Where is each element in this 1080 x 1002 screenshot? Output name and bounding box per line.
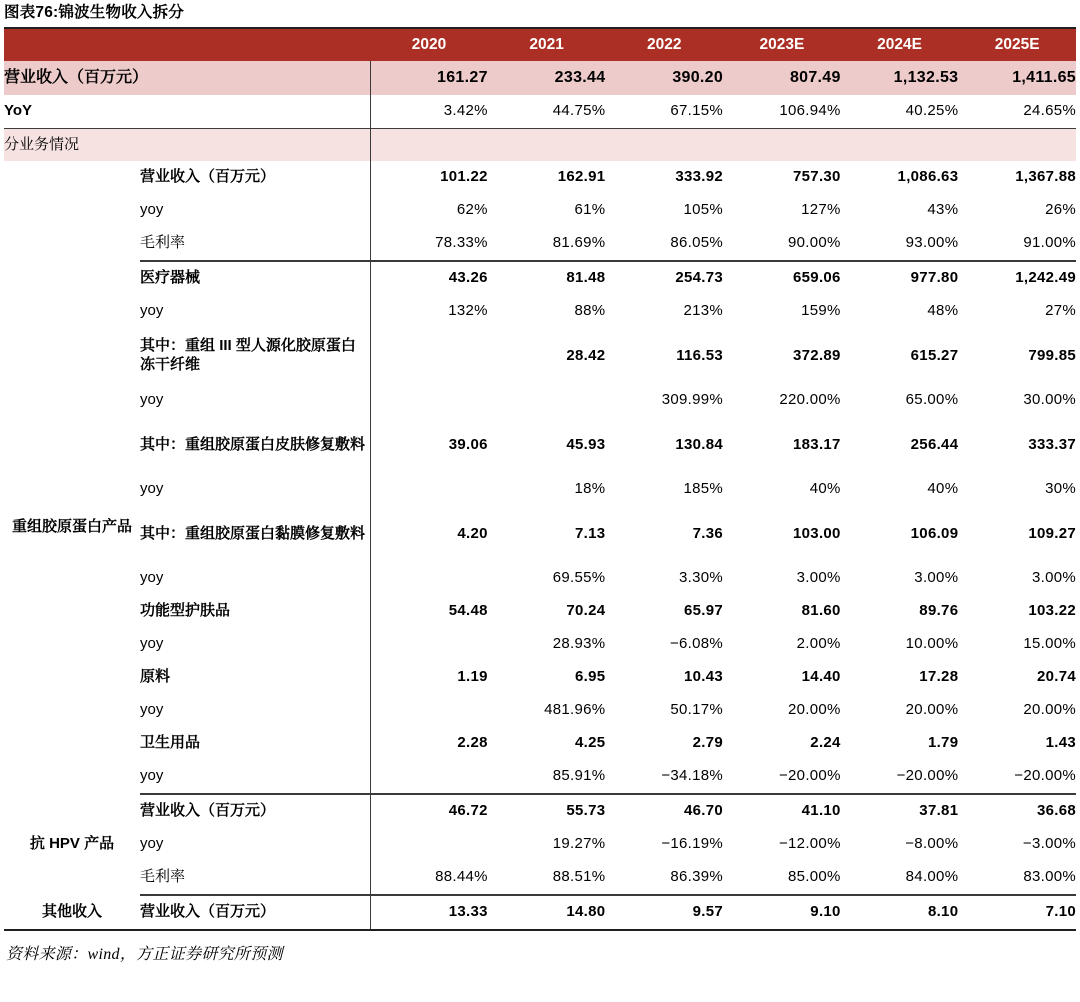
table-row (4, 727, 1076, 760)
table-cell-value: 44.75% (488, 95, 606, 129)
table-cell-value: 161.27 (370, 61, 488, 95)
table-cell-value: 81.60 (723, 595, 841, 628)
table-cell-value: 20.74 (958, 661, 1076, 694)
table-cell-value: 19.27% (488, 828, 606, 861)
row-label: yoy (140, 194, 370, 227)
table-row (4, 473, 1076, 506)
table-cell-value: 481.96% (488, 694, 606, 727)
table-cell-value: 8.10 (841, 895, 959, 930)
table-cell-value: 799.85 (958, 328, 1076, 384)
table-cell-value: 103.22 (958, 595, 1076, 628)
table-row (4, 694, 1076, 727)
table-row (4, 828, 1076, 861)
table-cell-value: 15.00% (958, 628, 1076, 661)
table-cell-value: 183.17 (723, 417, 841, 473)
table-cell-value: 93.00% (841, 227, 959, 261)
row-label: 营业收入（百万元） (140, 794, 370, 828)
section-label: 分业务情况 (4, 129, 370, 162)
table-cell-value: 3.30% (605, 562, 723, 595)
table-cell-value: 2.00% (723, 628, 841, 661)
table-cell-value: 20.00% (841, 694, 959, 727)
table-cell-value: 309.99% (605, 384, 723, 417)
table-cell-value: 54.48 (370, 595, 488, 628)
table-cell-value: 106.09 (841, 506, 959, 562)
table-cell-value: −20.00% (723, 760, 841, 794)
row-label: yoy (140, 628, 370, 661)
table-cell-value: 20.00% (958, 694, 1076, 727)
table-cell-value: 977.80 (841, 261, 959, 295)
table-row (4, 661, 1076, 694)
table-row (4, 295, 1076, 328)
table-cell-value (488, 384, 606, 417)
table-cell-value: 48% (841, 295, 959, 328)
table-cell-value: −34.18% (605, 760, 723, 794)
table-cell-value: 390.20 (605, 61, 723, 95)
table-cell-value: 4.25 (488, 727, 606, 760)
table-cell-value: 1,086.63 (841, 161, 959, 194)
table-row (4, 417, 1076, 473)
row-label: yoy (140, 473, 370, 506)
table-cell-value: 9.10 (723, 895, 841, 930)
table-cell-value: 50.17% (605, 694, 723, 727)
table-row (4, 61, 1076, 95)
table-cell-value: 101.22 (370, 161, 488, 194)
table-cell-value: 10.43 (605, 661, 723, 694)
table-cell-value: 62% (370, 194, 488, 227)
table-cell-value: 2.24 (723, 727, 841, 760)
table-cell-value: 615.27 (841, 328, 959, 384)
group-label: 抗 HPV 产品 (4, 794, 140, 895)
row-label: 医疗器械 (140, 261, 370, 295)
table-cell-value: 1,132.53 (841, 61, 959, 95)
table-row (4, 861, 1076, 895)
table-cell-value: 7.10 (958, 895, 1076, 930)
header-col-2021: 2021 (488, 28, 606, 61)
table-cell-value: 106.94% (723, 95, 841, 129)
table-cell-value: 37.81 (841, 794, 959, 828)
table-cell-value: 88% (488, 295, 606, 328)
table-cell-value: 70.24 (488, 595, 606, 628)
table-row (4, 194, 1076, 227)
table-cell-value: 116.53 (605, 328, 723, 384)
table-cell-value: 105% (605, 194, 723, 227)
header-col-2023E: 2023E (723, 28, 841, 61)
table-cell-value: 41.10 (723, 794, 841, 828)
table-cell-value: 14.80 (488, 895, 606, 930)
table-cell-value: 69.55% (488, 562, 606, 595)
row-label: 营业收入（百万元） (140, 161, 370, 194)
table-cell-value: 78.33% (370, 227, 488, 261)
table-cell-value: 109.27 (958, 506, 1076, 562)
table-cell-value: 130.84 (605, 417, 723, 473)
table-cell-value (370, 828, 488, 861)
table-cell-value: 27% (958, 295, 1076, 328)
table-cell-value: 45.93 (488, 417, 606, 473)
table-cell-value (370, 473, 488, 506)
table-cell-value: 40% (723, 473, 841, 506)
table-cell-value: 333.37 (958, 417, 1076, 473)
table-cell-value: 3.00% (723, 562, 841, 595)
table-cell-value: 127% (723, 194, 841, 227)
table-row (4, 95, 1076, 129)
table-cell-value: 162.91 (488, 161, 606, 194)
table-cell-value: 3.00% (958, 562, 1076, 595)
row-label: 其中：重组 III 型人源化胶原蛋白冻干纤维 (140, 328, 370, 384)
table-cell-value: 88.44% (370, 861, 488, 895)
table-cell-value: 6.95 (488, 661, 606, 694)
figure-title: 图表76:锦波生物收入拆分 (4, 4, 185, 21)
header-col-2022: 2022 (605, 28, 723, 61)
table-cell-value: −8.00% (841, 828, 959, 861)
table-cell-value: −20.00% (958, 760, 1076, 794)
table-cell-value: 81.48 (488, 261, 606, 295)
table-cell-value: 3.00% (841, 562, 959, 595)
row-label: yoy (140, 760, 370, 794)
row-label: 卫生用品 (140, 727, 370, 760)
table-cell-value: 28.93% (488, 628, 606, 661)
table-cell-value (370, 562, 488, 595)
table-cell-value: 256.44 (841, 417, 959, 473)
table-row (4, 384, 1076, 417)
table-cell-value: 30.00% (958, 384, 1076, 417)
table-cell-value: 81.69% (488, 227, 606, 261)
table-cell-value: −3.00% (958, 828, 1076, 861)
table-cell-value: 18% (488, 473, 606, 506)
table-row (4, 895, 1076, 930)
row-label: 毛利率 (140, 227, 370, 261)
table-cell-value: 159% (723, 295, 841, 328)
table-cell-value: 90.00% (723, 227, 841, 261)
table-cell-value: 220.00% (723, 384, 841, 417)
row-label: 原料 (140, 661, 370, 694)
table-cell-value: 333.92 (605, 161, 723, 194)
table-cell-value: 2.28 (370, 727, 488, 760)
row-label: 其中：重组胶原蛋白黏膜修复敷料 (140, 506, 370, 562)
table-cell-value: 67.15% (605, 95, 723, 129)
table-cell-value: 3.42% (370, 95, 488, 129)
row-label: yoy (140, 694, 370, 727)
table-cell-value: 185% (605, 473, 723, 506)
table-row (4, 506, 1076, 562)
table-cell-value: 84.00% (841, 861, 959, 895)
source-note: 资料来源：wind，方正证券研究所预测 (6, 946, 283, 963)
table-cell-value: 46.72 (370, 794, 488, 828)
table-row (4, 562, 1076, 595)
table-header (4, 28, 1076, 61)
row-label: 营业收入（百万元） (140, 895, 370, 930)
table-cell-value: 659.06 (723, 261, 841, 295)
table-cell-value: 103.00 (723, 506, 841, 562)
table-cell-value (370, 760, 488, 794)
table-cell-value: 1,411.65 (958, 61, 1076, 95)
section-filler (370, 129, 1076, 162)
table-cell-value: 14.40 (723, 661, 841, 694)
row-label: yoy (140, 562, 370, 595)
table-cell-value: 85.91% (488, 760, 606, 794)
header-col-2025E: 2025E (958, 28, 1076, 61)
group-label: 其他收入 (4, 895, 140, 930)
table-cell-value: 17.28 (841, 661, 959, 694)
table-row (4, 328, 1076, 384)
table-cell-value: 1,367.88 (958, 161, 1076, 194)
table-row (4, 161, 1076, 194)
table-cell-value: 24.65% (958, 95, 1076, 129)
table-cell-value: 65.97 (605, 595, 723, 628)
table-cell-value: 28.42 (488, 328, 606, 384)
header-col-2024E: 2024E (841, 28, 959, 61)
table-cell-value: 43% (841, 194, 959, 227)
table-row (4, 261, 1076, 295)
table-cell-value: −6.08% (605, 628, 723, 661)
table-row (4, 628, 1076, 661)
header-col-2020: 2020 (370, 28, 488, 61)
table-cell-value: 1,242.49 (958, 261, 1076, 295)
row-label: 其中：重组胶原蛋白皮肤修复敷料 (140, 417, 370, 473)
table-cell-value: 86.39% (605, 861, 723, 895)
table-cell-value: 40% (841, 473, 959, 506)
table-row (4, 760, 1076, 794)
table-cell-value: 233.44 (488, 61, 606, 95)
table-cell-value: −12.00% (723, 828, 841, 861)
row-label: 毛利率 (140, 861, 370, 895)
table-cell-value: 9.57 (605, 895, 723, 930)
table-cell-value: 1.79 (841, 727, 959, 760)
row-label: 营业收入（百万元） (4, 61, 370, 95)
table-cell-value: 372.89 (723, 328, 841, 384)
table-cell-value: 30% (958, 473, 1076, 506)
table-cell-value: 83.00% (958, 861, 1076, 895)
table-cell-value: 55.73 (488, 794, 606, 828)
row-label: 功能型护肤品 (140, 595, 370, 628)
table-body (4, 61, 1076, 930)
table-cell-value: 88.51% (488, 861, 606, 895)
table-cell-value: 757.30 (723, 161, 841, 194)
table-cell-value: 91.00% (958, 227, 1076, 261)
table-cell-value: 65.00% (841, 384, 959, 417)
row-label: YoY (4, 95, 370, 129)
header-row (4, 28, 1076, 61)
row-label: yoy (140, 295, 370, 328)
table-cell-value: 36.68 (958, 794, 1076, 828)
table-cell-value (370, 328, 488, 384)
table-cell-value (370, 384, 488, 417)
revenue-breakdown-table (4, 27, 1076, 931)
table-row (4, 595, 1076, 628)
table-row (4, 227, 1076, 261)
group-label: 重组胶原蛋白产品 (4, 261, 140, 794)
table-cell-value: 2.79 (605, 727, 723, 760)
table-cell-value: −20.00% (841, 760, 959, 794)
table-cell-value: 254.73 (605, 261, 723, 295)
table-cell-value: 1.43 (958, 727, 1076, 760)
table-cell-value: 89.76 (841, 595, 959, 628)
table-cell-value: 26% (958, 194, 1076, 227)
section-header-row (4, 129, 1076, 162)
row-label: yoy (140, 828, 370, 861)
table-cell-value: 61% (488, 194, 606, 227)
table-cell-value: 46.70 (605, 794, 723, 828)
table-cell-value: 10.00% (841, 628, 959, 661)
table-cell-value: 40.25% (841, 95, 959, 129)
table-cell-value: 13.33 (370, 895, 488, 930)
table-cell-value: −16.19% (605, 828, 723, 861)
table-cell-value (370, 694, 488, 727)
table-cell-value: 7.36 (605, 506, 723, 562)
table-cell-value: 86.05% (605, 227, 723, 261)
table-cell-value: 213% (605, 295, 723, 328)
table-cell-value: 807.49 (723, 61, 841, 95)
table-cell-value: 85.00% (723, 861, 841, 895)
table-cell-value (370, 628, 488, 661)
table-cell-value: 132% (370, 295, 488, 328)
table-cell-value: 43.26 (370, 261, 488, 295)
table-cell-value: 20.00% (723, 694, 841, 727)
table-row (4, 794, 1076, 828)
header-corner (4, 28, 370, 61)
row-label: yoy (140, 384, 370, 417)
table-cell-value: 1.19 (370, 661, 488, 694)
table-cell-value: 7.13 (488, 506, 606, 562)
table-cell-value: 4.20 (370, 506, 488, 562)
group-label (4, 161, 140, 261)
table-cell-value: 39.06 (370, 417, 488, 473)
